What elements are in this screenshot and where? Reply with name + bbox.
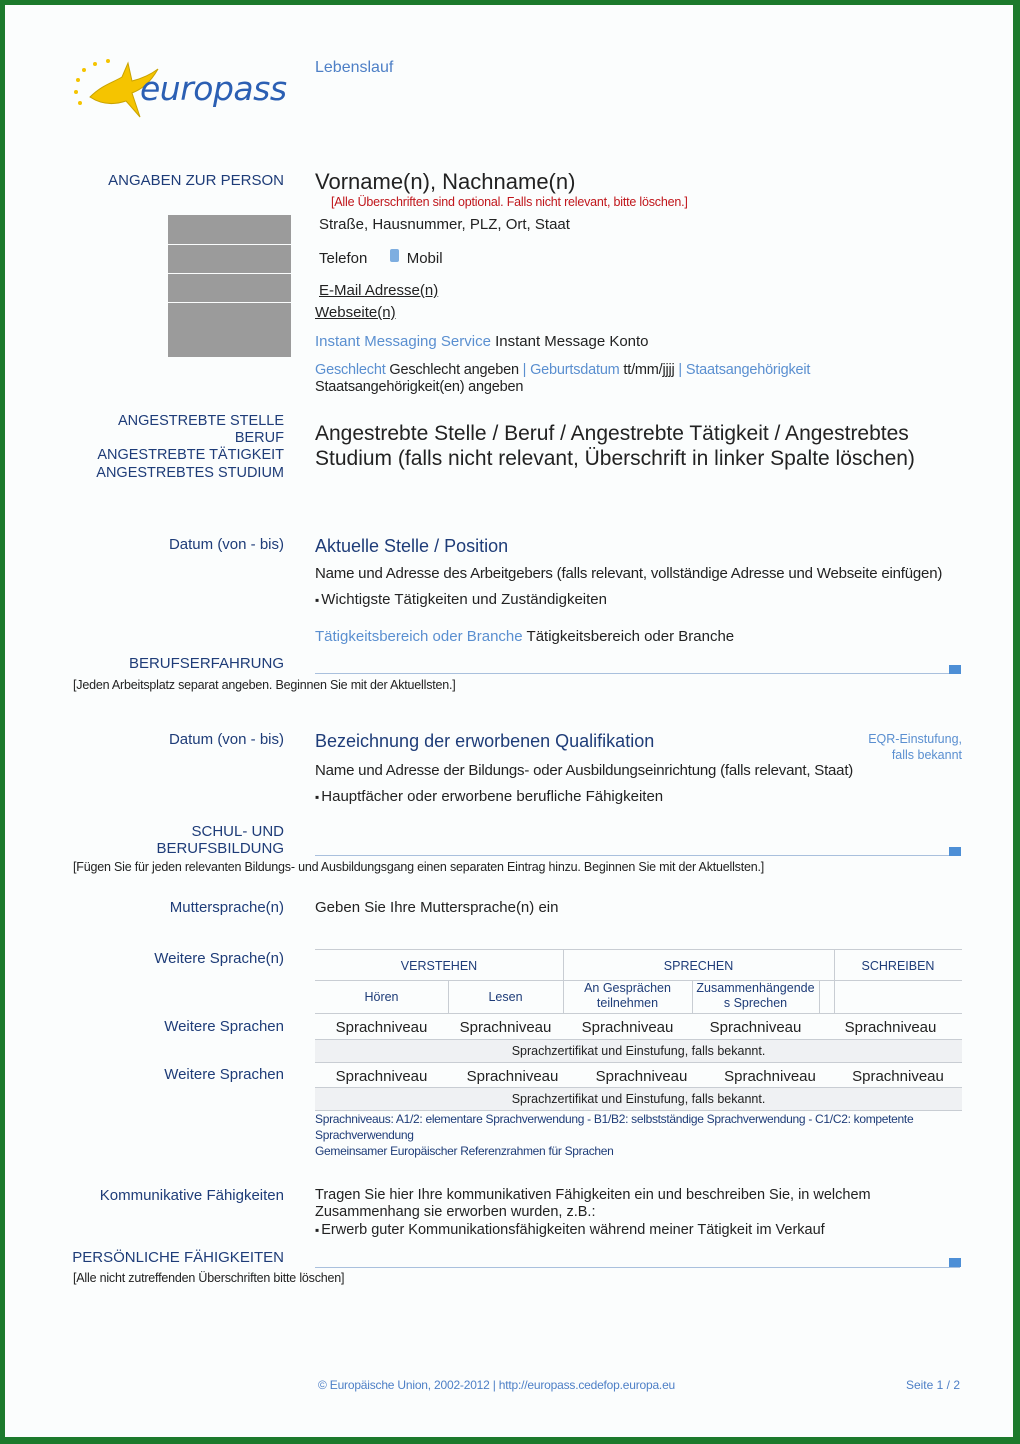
sector-label: Tätigkeitsbereich oder Branche	[315, 628, 523, 645]
footer-copyright: © Europäische Union, 2002-2012 | http://europass.cedefop.europa.eu	[318, 1378, 676, 1392]
experience-employer: Name und Adresse des Arbeitgebers (falls relevant, vollständige Adresse und Webseite einfügen)	[315, 565, 943, 582]
level-cell: Sprachniveau	[852, 1068, 944, 1085]
subhead-production-1: Zusammenhängende	[696, 981, 815, 995]
eqf-line1: EQR-Einstufung,	[868, 732, 962, 746]
subhead-interaction-2: teilnehmen	[596, 996, 659, 1010]
level-cell: Sprachniveau	[595, 1068, 688, 1085]
level-cell: Sprachniveau	[844, 1019, 937, 1036]
communication-skills-label: Kommunikative Fähigkeiten	[99, 1187, 284, 1204]
education-bullet: ▪ Hauptfächer oder erworbene berufliche Fähigkeiten	[315, 788, 663, 805]
group-writing: SCHREIBEN	[861, 959, 935, 973]
target-label-1: ANGESTREBTE STELLE	[118, 413, 284, 429]
table-line	[819, 980, 820, 1013]
photo-band	[168, 303, 291, 357]
level-cell: Sprachniveau	[581, 1019, 674, 1036]
separator: |	[522, 362, 527, 378]
demographics-row	[315, 362, 810, 378]
sector-value: Tätigkeitsbereich oder Branche	[526, 628, 735, 645]
table-line	[315, 949, 962, 950]
phone-row	[319, 249, 443, 267]
section-divider	[315, 855, 960, 856]
level-cell: Sprachniveau	[466, 1068, 559, 1085]
subhead-listening: Hören	[364, 990, 399, 1004]
birth-label: Geburtsdatum	[530, 362, 620, 378]
certificate-row: Sprachzertifikat und Einstufung, falls bekannt.	[315, 1087, 962, 1111]
education-date-label: Datum (von - bis)	[168, 731, 284, 748]
group-understanding: VERSTEHEN	[400, 959, 478, 973]
section-label-skills: PERSÖNLICHE FÄHIGKEITEN	[72, 1249, 284, 1266]
section-marker	[949, 847, 961, 856]
im-label: Instant Messaging Service	[315, 333, 491, 350]
subhead-interaction-1: An Gesprächen	[584, 981, 671, 995]
target-title-line1: Angestrebte Stelle / Beruf / Angestrebte Tätigkeit / Angestrebtes	[315, 422, 909, 445]
mobile-phone-icon	[390, 249, 399, 262]
section-divider	[315, 673, 960, 674]
education-qualification: Bezeichnung der erworbenen Qualifikation	[315, 731, 655, 751]
photo-band	[168, 274, 291, 302]
mobile-label: Mobil	[406, 250, 443, 267]
section-label-education-2: BERUFSBILDUNG	[156, 840, 284, 857]
section-label-education-1: SCHUL- UND	[191, 823, 284, 840]
im-row	[315, 333, 649, 350]
certificate-row: Sprachzertifikat und Einstufung, falls bekannt.	[315, 1039, 962, 1063]
legend-line2: Sprachverwendung	[315, 1128, 414, 1142]
address-text: Straße, Hausnummer, PLZ, Ort, Staat	[319, 216, 570, 233]
experience-bullet: ▪ Wichtigste Tätigkeiten und Zuständigkeiten	[315, 591, 607, 608]
subhead-production-2: s Sprechen	[723, 996, 788, 1010]
optional-note: [Alle Überschriften sind optional. Falls nicht relevant, bitte löschen.]	[331, 195, 688, 209]
photo-band	[168, 245, 291, 273]
level-cell: Sprachniveau	[335, 1019, 428, 1036]
eqf-note	[868, 731, 962, 763]
birth-value: tt/mm/jjjj	[623, 362, 675, 378]
target-label-3: ANGESTREBTE TÄTIGKEIT	[97, 447, 284, 463]
person-name: Vorname(n), Nachname(n)	[315, 169, 576, 194]
gender-label: Geschlecht	[315, 362, 386, 378]
cv-page	[5, 5, 1013, 1437]
communication-bullet: ▪ Erwerb guter Kommunikationsfähigkeiten während meiner Tätigkeit im Verkauf	[315, 1222, 825, 1238]
target-label-4: ANGESTREBTES STUDIUM	[96, 465, 284, 481]
nationality-label: Staatsangehörigkeit	[685, 362, 811, 378]
experience-date-label: Datum (von - bis)	[168, 536, 284, 553]
section-label-experience: BERUFSERFAHRUNG	[128, 655, 284, 672]
legend-line3: Gemeinsamer Europäischer Referenzrahmen für Sprachen	[315, 1144, 614, 1158]
other-languages-label: Weitere Sprache(n)	[154, 950, 284, 967]
document-title: Lebenslauf	[315, 59, 394, 76]
photo-band	[168, 215, 291, 244]
language-row-label: Weitere Sprachen	[164, 1066, 284, 1083]
table-line	[315, 1013, 962, 1014]
group-speaking: SPRECHEN	[663, 959, 734, 973]
target-title-line2: Studium (falls nicht relevant, Überschrift in linker Spalte löschen)	[315, 447, 915, 470]
europass-wordmark: europass	[140, 69, 287, 108]
education-note: [Fügen Sie für jeden relevanten Bildungs- und Ausbildungsgang einen separaten Eintrag hinzu. Beginnen Sie mit der Aktuellsten.]	[73, 860, 765, 874]
language-row-label: Weitere Sprachen	[164, 1018, 284, 1035]
level-cell: Sprachniveau	[709, 1019, 802, 1036]
mother-tongue-value: Geben Sie Ihre Muttersprache(n) ein	[315, 899, 559, 916]
eqf-line2: falls bekannt	[891, 748, 962, 762]
mother-tongue-label: Muttersprache(n)	[169, 899, 284, 916]
phone-label: Telefon	[319, 250, 368, 267]
target-label-2: BERUF	[234, 430, 284, 446]
subhead-reading: Lesen	[488, 990, 523, 1004]
nationality-value: Staatsangehörigkeit(en) angeben	[315, 379, 524, 395]
skills-note: [Alle nicht zutreffenden Überschriften bitte löschen]	[73, 1271, 345, 1285]
language-legend	[315, 1111, 913, 1159]
gender-value: Geschlecht angeben	[389, 362, 519, 378]
communication-line2: Zusammenhang sie erworben wurden, z.B.:	[315, 1204, 596, 1220]
section-marker	[949, 1258, 961, 1267]
footer-page-number: Seite 1 / 2	[905, 1378, 960, 1392]
website-link[interactable]: Webseite(n)	[315, 304, 396, 321]
im-value: Instant Message Konto	[495, 333, 649, 350]
experience-position: Aktuelle Stelle / Position	[315, 536, 509, 556]
level-cell: Sprachniveau	[459, 1019, 552, 1036]
level-cell: Sprachniveau	[724, 1068, 816, 1085]
legend-line1: Sprachniveaus: A1/2: elementare Sprachverwendung - B1/B2: selbstständige Sprachverwendung - C1/C2: kompetente	[315, 1112, 914, 1126]
communication-line1: Tragen Sie hier Ihre kommunikativen Fähigkeiten ein und beschreiben Sie, in welchem	[315, 1187, 871, 1203]
subhead-interaction	[563, 981, 692, 1011]
section-marker	[949, 665, 961, 674]
section-divider	[315, 1267, 960, 1268]
education-institution: Name und Adresse der Bildungs- oder Ausbildungseinrichtung (falls relevant, Staat)	[315, 762, 854, 779]
separator: |	[678, 362, 682, 378]
experience-note: [Jeden Arbeitsplatz separat angeben. Beginnen Sie mit der Aktuellsten.]	[73, 678, 456, 692]
section-label-personal: ANGABEN ZUR PERSON	[108, 172, 284, 189]
subhead-production	[692, 981, 819, 1011]
level-cell: Sprachniveau	[335, 1068, 428, 1085]
email-link[interactable]: E-Mail Adresse(n)	[319, 282, 439, 299]
europass-logo	[70, 55, 300, 125]
experience-sector-row	[315, 628, 734, 645]
